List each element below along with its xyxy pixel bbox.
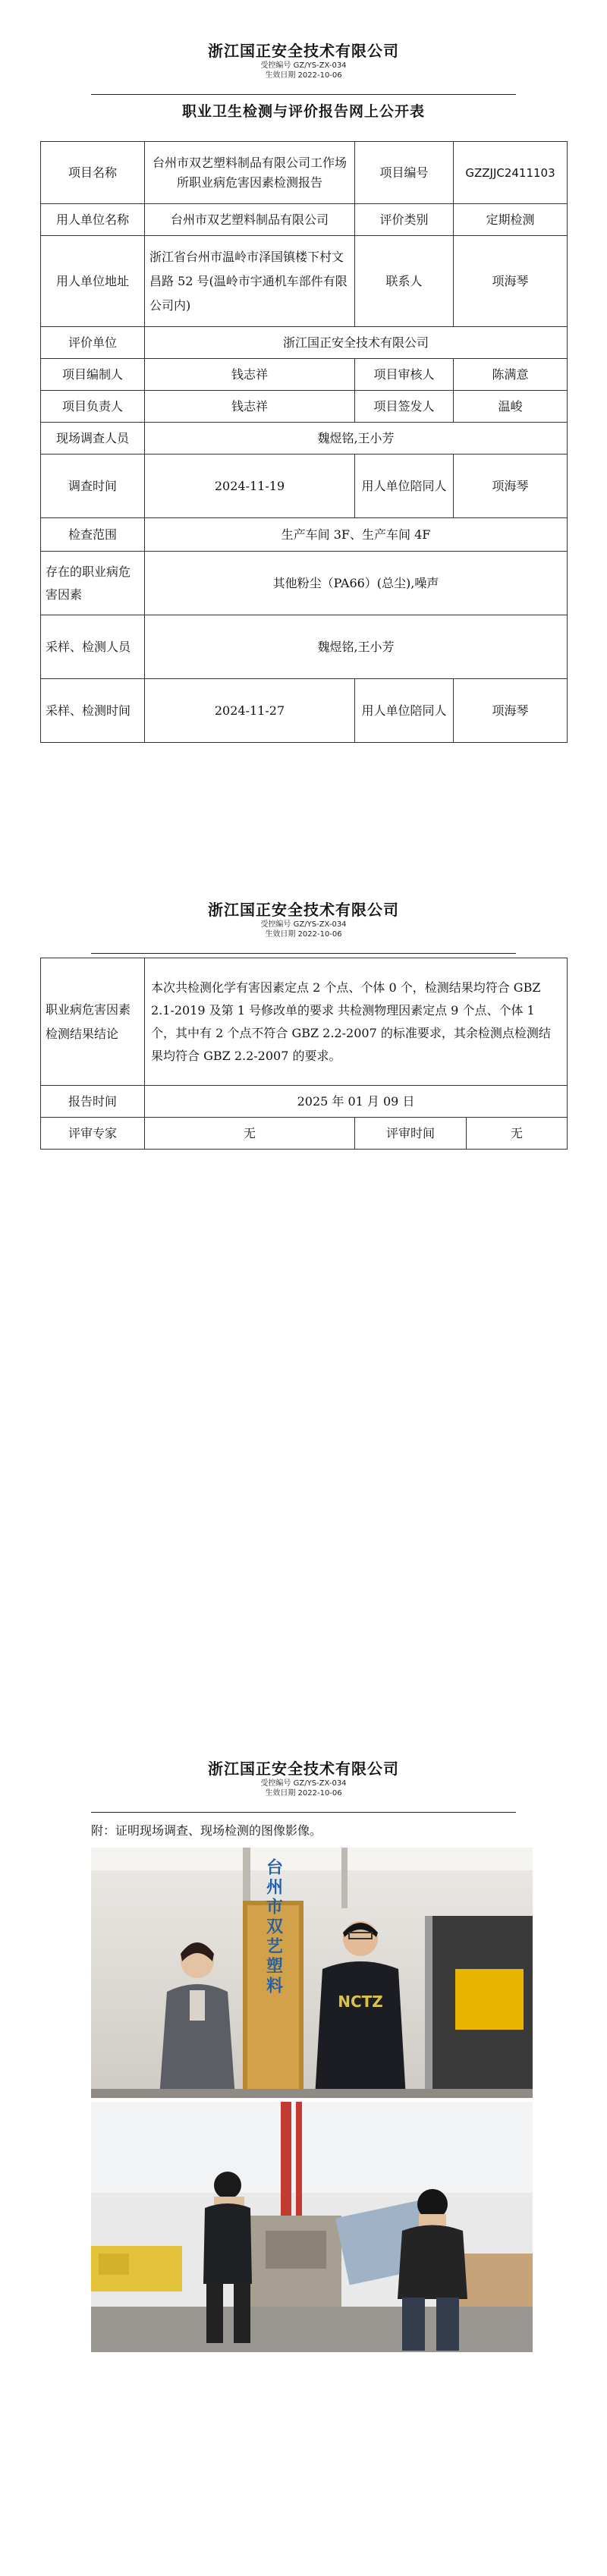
header-rule [91,94,516,95]
company-name: 浙江国正安全技术有限公司 [208,901,399,919]
page-title: 职业卫生检测与评价报告网上公开表 [181,103,425,120]
expert-value: 无 [145,1118,355,1150]
hazards-label: 存在的职业病危害因素 [41,552,145,615]
samplers-value: 魏煜铭,王小芳 [145,615,568,679]
issuer-value: 温峻 [454,391,568,423]
reviewer-label: 项目审核人 [355,359,454,391]
investigators-value: 魏煜铭,王小芳 [145,423,568,454]
site-survey-photo [91,1848,533,2098]
compiler-value: 钱志祥 [145,359,355,391]
contact-value: 项海琴 [454,236,568,327]
investigators-label: 现场调查人员 [41,423,145,454]
project-name-value: 台州市双艺塑料制品有限公司工作场所职业病危害因素检测报告 [145,142,355,204]
site-testing-photo [91,2102,533,2352]
report-time-value: 2025 年 01 月 09 日 [145,1086,568,1118]
scope-label: 检查范围 [41,518,145,552]
table-row [41,1086,568,1118]
conclusion-text: 本次共检测化学有害因素定点 2 个点、个体 0 个，检测结果均符合 GBZ 2.1-2019 及第 1 号修改单的要求 共检测物理因素定点 9 个点、个体 1 个，其中有 2 个点不符合 GBZ 2.2-2007 的标准要求，其余检测点检测结果均符合 GBZ 2.2-2007 的要求。 [145,958,568,1086]
company-name: 浙江国正安全技术有限公司 [208,42,399,60]
escort-value: 项海琴 [454,454,568,518]
table-row [41,391,568,423]
table-row [41,359,568,391]
project-no-value: GZZJJC2411103 [454,142,568,204]
sample-time-value: 2024-11-27 [145,679,355,743]
address-label: 用人单位地址 [41,236,145,327]
control-number: 受控编号 GZ/YS-ZX-034 [260,1779,347,1788]
table-row [41,454,568,518]
attachment-note: 附：证明现场调查、现场检测的图像影像。 [91,1823,322,1838]
table-row [41,552,568,615]
control-number: 受控编号 GZ/YS-ZX-034 [260,61,347,70]
escort-label: 用人单位陪同人 [355,454,454,518]
reviewer-value: 陈满意 [454,359,568,391]
table-row [41,679,568,743]
table-row [41,423,568,454]
evaluator-value: 浙江国正安全技术有限公司 [145,327,568,359]
table-row [41,518,568,552]
compiler-label: 项目编制人 [41,359,145,391]
leader-value: 钱志祥 [145,391,355,423]
sample-time-label: 采样、检测时间 [41,679,145,743]
report-time-label: 报告时间 [41,1086,145,1118]
escort2-label: 用人单位陪同人 [355,679,454,743]
effective-date: 生效日期 2022-10-06 [265,930,342,939]
contact-label: 联系人 [355,236,454,327]
review-time-label: 评审时间 [355,1118,467,1150]
scope-value: 生产车间 3F、生产车间 4F [145,518,568,552]
conclusion-table [40,958,568,1150]
table-row [41,236,568,327]
table-row [41,1118,568,1150]
project-name-label: 项目名称 [41,142,145,204]
company-name: 浙江国正安全技术有限公司 [208,1760,399,1778]
effective-date: 生效日期 2022-10-06 [265,1789,342,1798]
shirt-text: NCTZ [338,1993,383,2011]
table-row [41,615,568,679]
issuer-label: 项目签发人 [355,391,454,423]
expert-label: 评审专家 [41,1118,145,1150]
table-row [41,204,568,236]
hazards-value: 其他粉尘（PA66）(总尘),噪声 [145,552,568,615]
review-time-value: 无 [467,1118,568,1150]
survey-time-label: 调查时间 [41,454,145,518]
eval-type-value: 定期检测 [454,204,568,236]
project-no-label: 项目编号 [355,142,454,204]
disclosure-table [40,141,568,743]
escort2-value: 项海琴 [454,679,568,743]
page1-header [0,41,607,80]
header-rule [91,953,516,954]
table-row [41,958,568,1086]
table-row [41,142,568,204]
survey-time-value: 2024-11-19 [145,454,355,518]
evaluator-label: 评价单位 [41,327,145,359]
control-number: 受控编号 GZ/YS-ZX-034 [260,920,347,929]
page3-header [0,1759,607,1798]
page2-header [0,900,607,939]
employer-value: 台州市双艺塑料制品有限公司 [145,204,355,236]
address-value: 浙江省台州市温岭市泽国镇楼下村文昌路 52 号(温岭市宇通机车部件有限公司内) [145,236,355,327]
eval-type-label: 评价类别 [355,204,454,236]
header-rule [91,1812,516,1813]
table-row [41,327,568,359]
leader-label: 项目负责人 [41,391,145,423]
sign-text: 台州市双艺塑料 [263,1858,283,1996]
samplers-label: 采样、检测人员 [41,615,145,679]
effective-date: 生效日期 2022-10-06 [265,71,342,80]
employer-label: 用人单位名称 [41,204,145,236]
conclusion-label: 职业病危害因素检测结果结论 [41,958,145,1086]
